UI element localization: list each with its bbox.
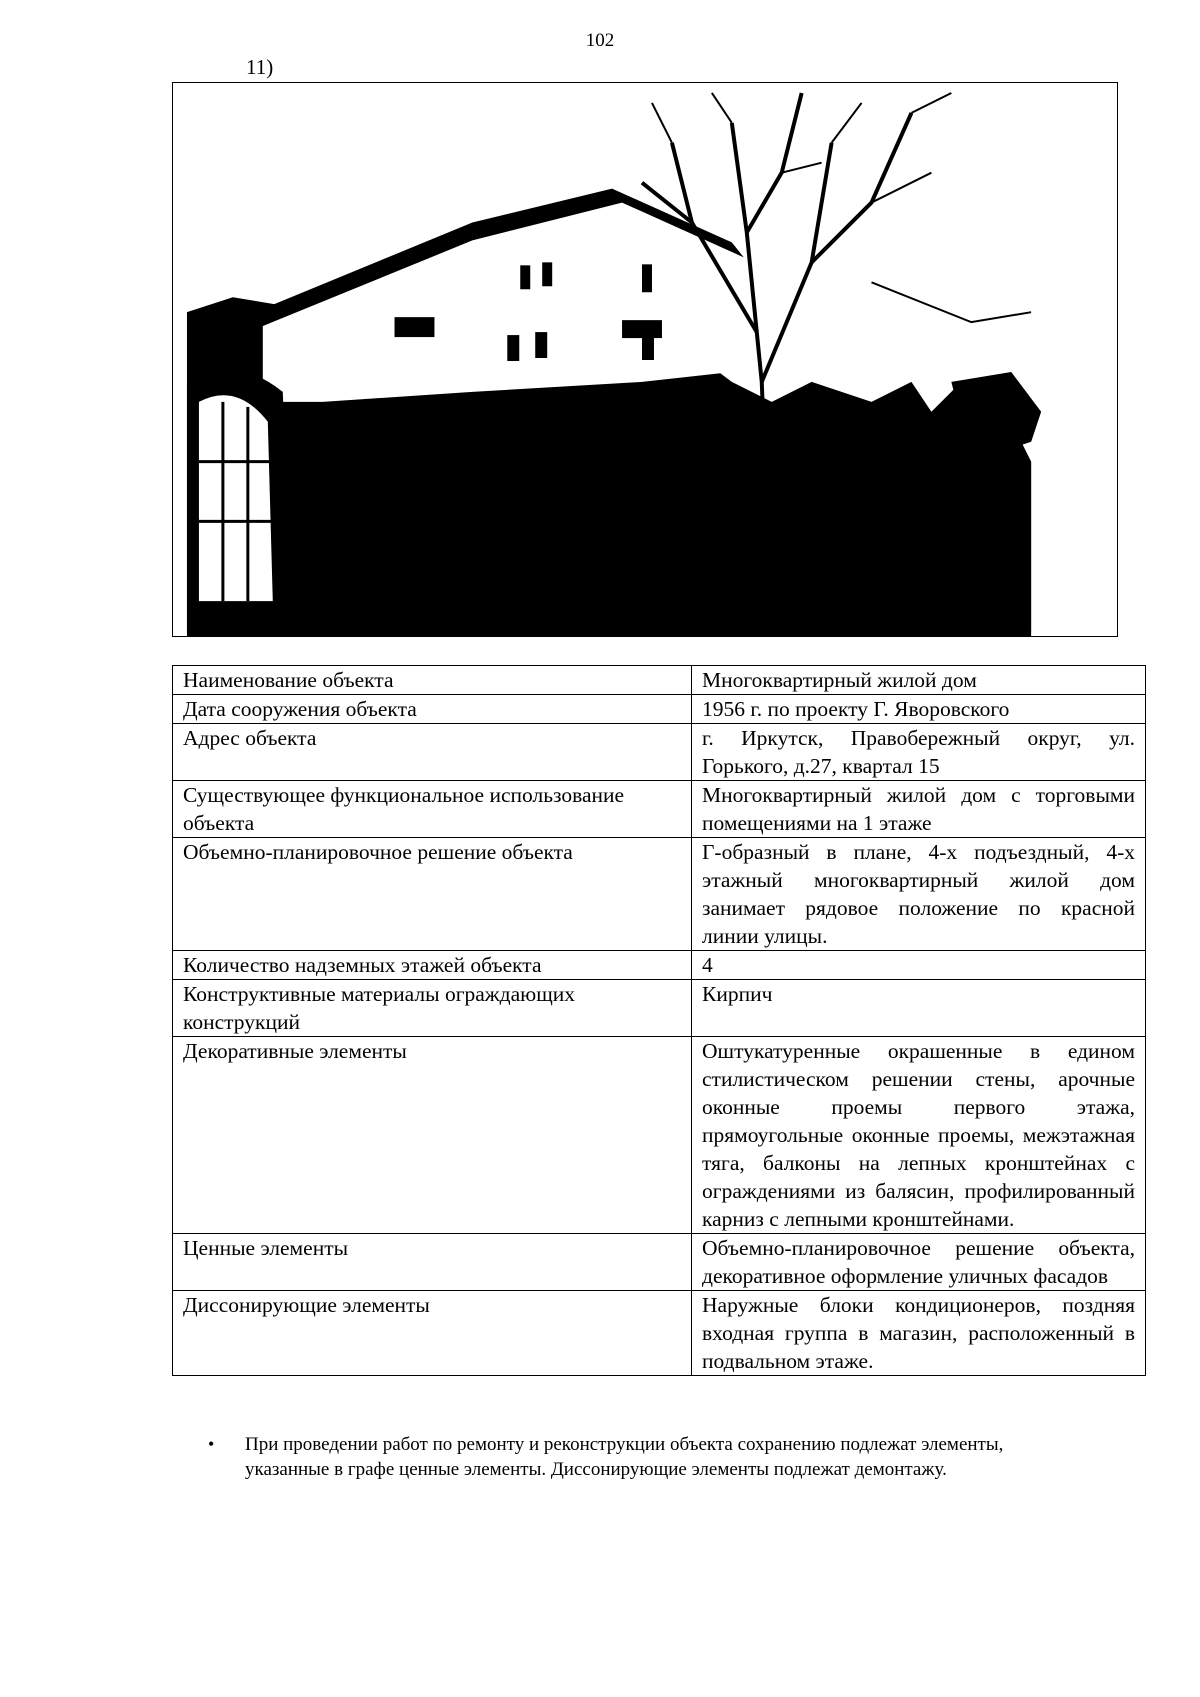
item-number: 11) — [246, 55, 274, 79]
row-value: Наружные блоки кондиционеров, поздняя входная группа в магазин, расположенный в подвальном этаже. — [692, 1291, 1146, 1376]
building-photo — [172, 82, 1118, 637]
row-label: Конструктивные материалы ограждающих конструкций — [173, 980, 692, 1037]
row-value: 4 — [692, 951, 1146, 980]
page-number: 102 — [585, 30, 615, 51]
row-label: Ценные элементы — [173, 1234, 692, 1291]
row-label: Существующее функциональное использование объекта — [173, 781, 692, 838]
row-value: Г-образный в плане, 4-х подъездный, 4-х этажный многоквартирный жилой дом занимает рядовое положение по красной линии улицы. — [692, 838, 1146, 951]
table-row — [173, 1234, 1146, 1291]
table-row — [173, 1291, 1146, 1376]
row-value: Кирпич — [692, 980, 1146, 1037]
table-row — [173, 838, 1146, 951]
row-value: Многоквартирный жилой дом — [692, 666, 1146, 695]
row-label: Наименование объекта — [173, 666, 692, 695]
row-label: Дата сооружения объекта — [173, 695, 692, 724]
table-row — [173, 695, 1146, 724]
row-label: Объемно-планировочное решение объекта — [173, 838, 692, 951]
row-value: 1956 г. по проекту Г. Яворовского — [692, 695, 1146, 724]
row-label: Диссонирующие элементы — [173, 1291, 692, 1376]
table-row — [173, 724, 1146, 781]
table-row — [173, 781, 1146, 838]
note-text: При проведении работ по ремонту и реконструкции объекта сохранению подлежат элементы, указанные в графе ценные элементы. Диссонирующие элементы подлежат демонтажу. — [245, 1434, 1004, 1480]
table-row — [173, 951, 1146, 980]
bullet-icon: • — [208, 1434, 215, 1454]
row-value: Оштукатуренные окрашенные в едином стилистическом решении стены, арочные оконные проемы первого этажа, прямоугольные оконные проемы, межэтажная тяга, балконы на лепных кронштейнах с ограждениями из балясин, профилированный карниз с лепными кронштейнами. — [692, 1037, 1146, 1234]
table-row — [173, 1037, 1146, 1234]
object-info-table — [172, 665, 1146, 1376]
table-row — [173, 666, 1146, 695]
row-label: Адрес объекта — [173, 724, 692, 781]
row-label: Декоративные элементы — [173, 1037, 692, 1234]
row-value: г. Иркутск, Правобережный округ, ул. Горького, д.27, квартал 15 — [692, 724, 1146, 781]
row-value: Многоквартирный жилой дом с торговыми помещениями на 1 этаже — [692, 781, 1146, 838]
preservation-note — [208, 1432, 1088, 1482]
row-value: Объемно-планировочное решение объекта, декоративное оформление уличных фасадов — [692, 1234, 1146, 1291]
row-label: Количество надземных этажей объекта — [173, 951, 692, 980]
table-row — [173, 980, 1146, 1037]
building-photo-icon — [173, 83, 1117, 636]
